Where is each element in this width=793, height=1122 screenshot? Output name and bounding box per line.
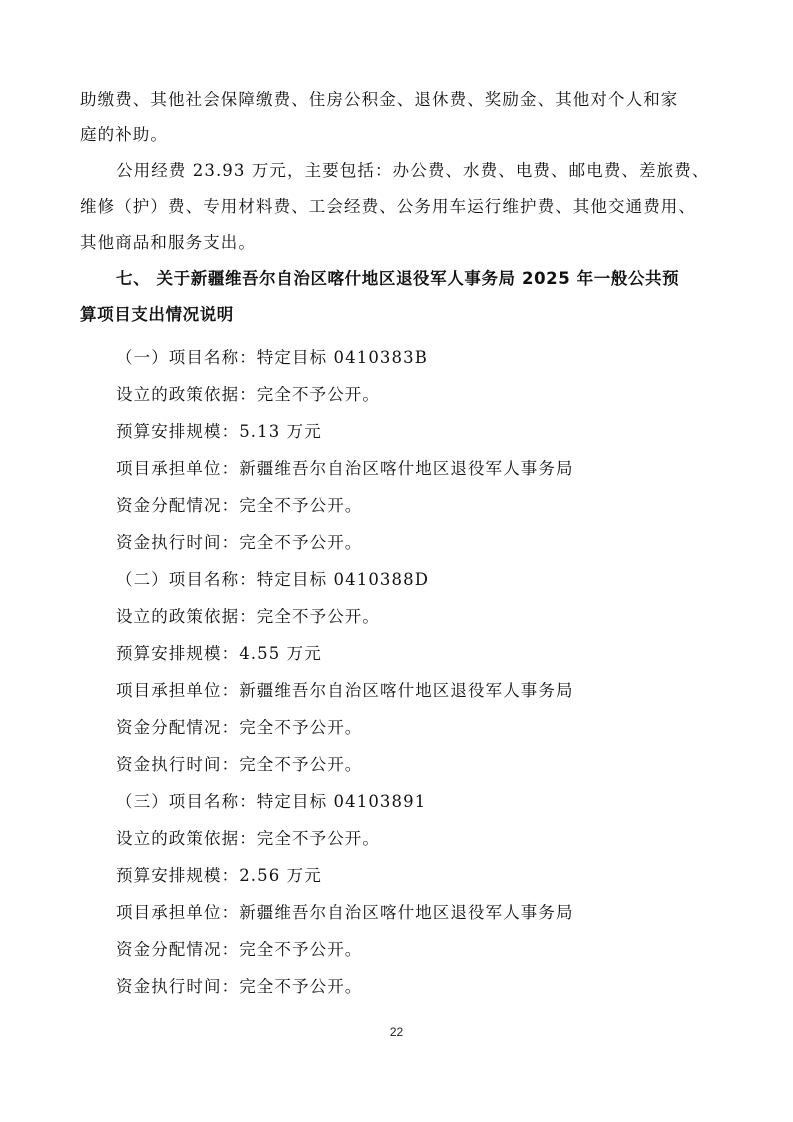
project-policy: 设立的政策依据：完全不予公开。 — [116, 607, 380, 626]
project-unit: 项目承担单位：新疆维吾尔自治区喀什地区退役军人事务局 — [116, 903, 574, 922]
body-text-line: 助缴费、其他社会保障缴费、住房公积金、退休费、奖励金、其他对个人和家 — [80, 90, 679, 109]
project-allocation: 资金分配情况：完全不予公开。 — [116, 496, 363, 515]
body-text-line: 其他商品和服务支出。 — [80, 233, 256, 252]
project-scale: 预算安排规模：2.56 万元 — [116, 866, 322, 885]
page-number: 22 — [389, 1025, 404, 1039]
project-scale: 预算安排规模：5.13 万元 — [116, 422, 322, 441]
project-allocation: 资金分配情况：完全不予公开。 — [116, 940, 363, 959]
project-unit: 项目承担单位：新疆维吾尔自治区喀什地区退役军人事务局 — [116, 459, 574, 478]
project-name: （二）项目名称：特定目标 0410388D — [116, 570, 430, 589]
project-policy: 设立的政策依据：完全不予公开。 — [116, 829, 380, 848]
project-name: （三）项目名称：特定目标 04103891 — [116, 792, 427, 811]
project-allocation: 资金分配情况：完全不予公开。 — [116, 718, 363, 737]
project-unit: 项目承担单位：新疆维吾尔自治区喀什地区退役军人事务局 — [116, 681, 574, 700]
project-name: （一）项目名称：特定目标 0410383B — [116, 348, 428, 367]
body-text-line: 庭的补助。 — [80, 125, 168, 144]
project-time: 资金执行时间：完全不予公开。 — [116, 533, 363, 552]
body-text-line: 维修（护）费、专用材料费、工会经费、公务用车运行维护费、其他交通费用、 — [80, 197, 696, 216]
project-time: 资金执行时间：完全不予公开。 — [116, 755, 363, 774]
section-heading: 七、 关于新疆维吾尔自治区喀什地区退役军人事务局 2025 年一般公共预 — [116, 269, 680, 288]
body-text-line: 公用经费 23.93 万元，主要包括：办公费、水费、电费、邮电费、差旅费、 — [116, 161, 710, 180]
section-heading-continued: 算项目支出情况说明 — [80, 305, 234, 324]
project-scale: 预算安排规模：4.55 万元 — [116, 644, 322, 663]
project-time: 资金执行时间：完全不予公开。 — [116, 977, 363, 996]
project-policy: 设立的政策依据：完全不予公开。 — [116, 385, 380, 404]
